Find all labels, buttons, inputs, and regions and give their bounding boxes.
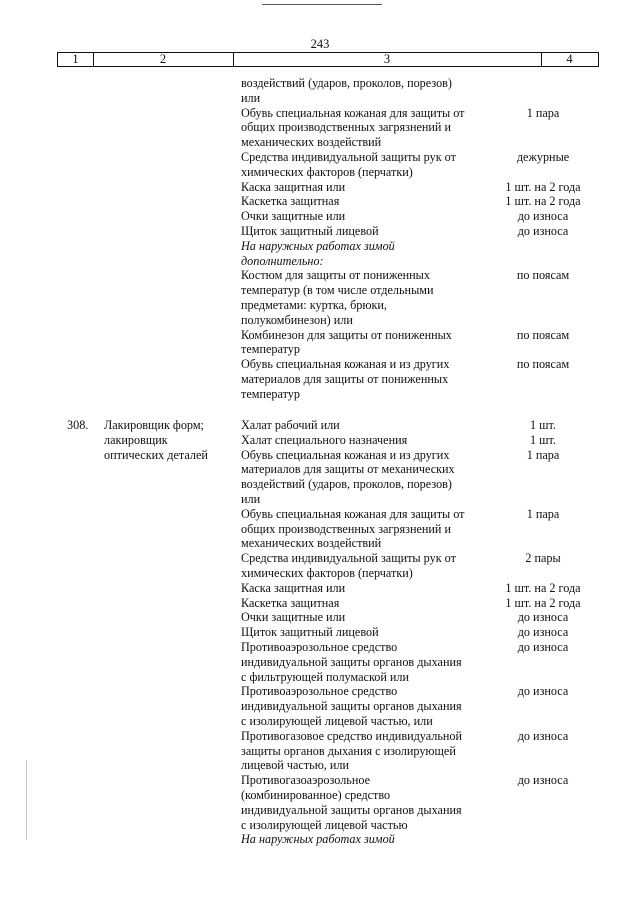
- item-norm: 1 шт. на 2 года: [505, 194, 581, 209]
- header-col-2: 2: [93, 53, 234, 66]
- item-name: Комбинезон для защиты от пониженных температур: [241, 327, 452, 357]
- item-norm: 1 шт.: [530, 432, 556, 447]
- item-name: Каскетка защитная: [241, 595, 340, 610]
- table-row: [0, 684, 640, 728]
- table-row: [0, 773, 640, 832]
- item-name: воздействий (ударов, проколов, порезов) или: [241, 76, 452, 105]
- item-name: Очки защитные или: [241, 209, 346, 224]
- table-row: [0, 640, 640, 684]
- item-name: Костюм для защиты от пониженных температур (в том числе отдельными предметами: куртка, брюки, полукомбинезон) или: [241, 268, 434, 327]
- item-name: На наружных работах зимой: [241, 832, 395, 847]
- table-row: [0, 76, 640, 106]
- item-name: Каскетка защитная: [241, 194, 340, 209]
- header-col-3: 3: [233, 53, 542, 66]
- table-row: [0, 418, 640, 433]
- item-name: Каска защитная или: [241, 179, 346, 194]
- continued-items: [0, 76, 640, 402]
- table-row: [0, 625, 640, 640]
- table-row: [0, 596, 640, 611]
- item-norm: 1 шт.: [530, 418, 556, 432]
- item-norm: дежурные: [516, 149, 570, 164]
- table-row: [0, 507, 640, 551]
- item-norm: до износа: [517, 610, 569, 625]
- item-norm: до износа: [517, 625, 569, 640]
- item-norm: по поясам: [516, 268, 570, 283]
- item-name: Обувь специальная кожаная для защиты от общих производственных загрязнений и механических воздействий: [241, 506, 465, 551]
- header-col-1: 1: [58, 53, 94, 66]
- scan-artifact-top: [262, 4, 382, 5]
- item-name: На наружных работах зимой дополнительно:: [241, 238, 395, 268]
- profession-name: Лакировщик форм; лакировщик оптических деталей: [104, 418, 208, 462]
- entry-308: [0, 418, 640, 847]
- item-name: Щиток защитный лицевой: [241, 223, 379, 238]
- item-norm: до износа: [517, 728, 569, 743]
- item-norm: по поясам: [516, 357, 570, 372]
- table-header: [57, 52, 599, 67]
- entry-items: [0, 418, 640, 847]
- table-row: [0, 357, 640, 401]
- page-number: 243: [310, 37, 330, 51]
- item-name: Обувь специальная кожаная и из других материалов для защиты от пониженных температур: [241, 357, 450, 401]
- table-row: [0, 581, 640, 596]
- item-name: Каска защитная или: [241, 580, 346, 595]
- table-row: [0, 328, 640, 358]
- header-col-4: 4: [566, 52, 573, 66]
- item-norm: 1 пара: [526, 105, 560, 120]
- item-name: Щиток защитный лицевой: [241, 625, 379, 640]
- item-name: Противоаэрозольное средство индивидуальной защиты органов дыхания с фильтрующей полумаской или: [241, 639, 462, 684]
- item-norm: 1 шт. на 2 года: [505, 179, 581, 194]
- table-row: [0, 209, 640, 224]
- table-row: [0, 268, 640, 327]
- table-row: [0, 832, 640, 847]
- item-norm: 1 шт. на 2 года: [505, 595, 581, 610]
- item-name: Очки защитные или: [241, 610, 346, 625]
- table-row: [0, 433, 640, 448]
- table-row: [0, 180, 640, 195]
- item-name: Халат рабочий или: [241, 418, 340, 432]
- item-norm: 1 пара: [526, 447, 560, 462]
- item-norm: до износа: [517, 223, 569, 238]
- item-norm: 2 пары: [525, 551, 561, 566]
- table-row: [0, 224, 640, 239]
- table-row: [0, 610, 640, 625]
- item-norm: по поясам: [516, 327, 570, 342]
- item-name: Обувь специальная кожаная для защиты от общих производственных загрязнений и механических воздействий: [241, 105, 465, 150]
- item-norm: до износа: [517, 684, 569, 699]
- item-name: Противогазоаэрозольное (комбинированное) средство индивидуальной защиты органов дыхания с изолирующей лицевой частью: [241, 773, 462, 832]
- table-row: [0, 551, 640, 581]
- table-row: [0, 106, 640, 150]
- item-name: Обувь специальная кожаная и из других материалов для защиты от механических воздействий (ударов, проколов, порезов) или: [241, 447, 455, 506]
- item-norm: 1 пара: [526, 506, 560, 521]
- item-norm: до износа: [517, 639, 569, 654]
- item-name: Противогазовое средство индивидуальной защиты органов дыхания с изолирующей лицевой частью, или: [241, 728, 463, 773]
- item-name: Средства индивидуальной защиты рук от химических факторов (перчатки): [241, 551, 456, 580]
- item-norm: 1 шт. на 2 года: [505, 580, 581, 595]
- item-norm: до износа: [517, 209, 569, 224]
- table-row: [0, 194, 640, 209]
- item-name: Халат специального назначения: [241, 432, 408, 447]
- table-row: [0, 150, 640, 180]
- table-row: [0, 448, 640, 507]
- item-norm: до износа: [517, 773, 569, 788]
- table-row: [0, 729, 640, 773]
- item-name: Средства индивидуальной защиты рук от химических факторов (перчатки): [241, 149, 456, 179]
- entry-number: 308.: [67, 418, 89, 432]
- item-name: Противоаэрозольное средство индивидуальной защиты органов дыхания с изолирующей лицевой частью, или: [241, 684, 462, 728]
- table-row: [0, 239, 640, 269]
